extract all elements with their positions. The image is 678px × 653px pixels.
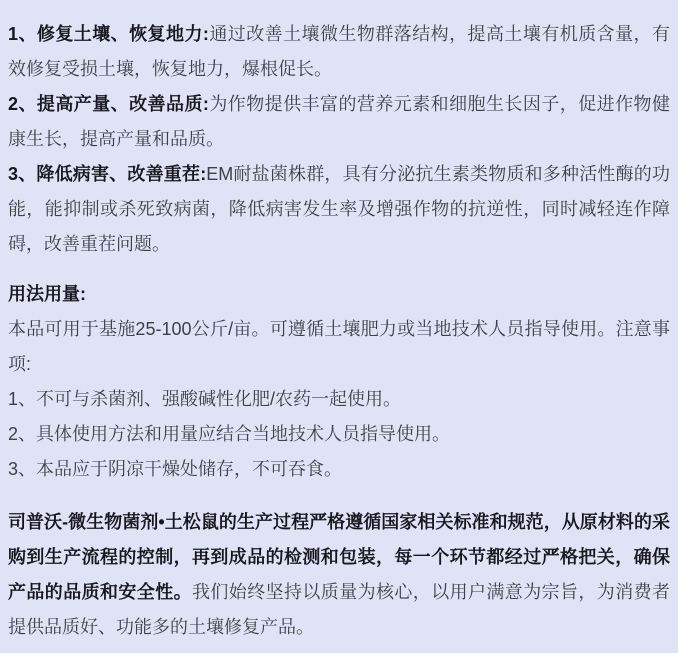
feature-text-1: 通过改善土壤微生物群落结构，提高土壤有机质含量，有效修复受损土壤，恢复地力，爆根促长。 <box>8 24 670 79</box>
feature-label-2: 2、提高产量、改善品质: <box>8 94 209 114</box>
usage-section <box>8 277 670 487</box>
usage-note-1: 1、不可与杀菌剂、强酸碱性化肥/农药一起使用。 <box>8 389 402 409</box>
feature-text-3: EM耐盐菌株群，具有分泌抗生素类物质和多种活性酶的功能，能抑制或杀死致病菌，降低病害发生率及增强作物的抗逆性，同时减轻连作障碍，改善重茬问题。 <box>8 164 670 254</box>
feature-item-1 <box>8 17 670 87</box>
feature-label-3: 3、降低病害、改善重茬: <box>8 164 207 184</box>
usage-note-3: 3、本品应于阴凉干燥处储存，不可吞食。 <box>8 459 343 479</box>
usage-intro: 本品可用于基施25-100公斤/亩。可遵循土壤肥力或当地技术人员指导使用。注意事项: <box>8 319 670 374</box>
quality-statement-regular: 我们始终坚持以质量为核心，以用户满意为宗旨，为消费者提供品质好、功能多的土壤修复产品。 <box>8 582 670 637</box>
feature-label-1: 1、修复土壤、恢复地力: <box>8 24 209 44</box>
feature-item-3 <box>8 157 670 262</box>
usage-heading: 用法用量: <box>8 284 86 304</box>
usage-note-2: 2、具体使用方法和用量应结合当地技术人员指导使用。 <box>8 424 451 444</box>
quality-statement-bold: 司普沃-微生物菌剂•土松鼠的生产过程严格遵循国家相关标准和规范，从原材料的采购到生产流程的控制，再到成品的检测和包装，每一个环节都经过严格把关，确保产品的品质和安全性。 <box>8 512 670 602</box>
quality-statement <box>8 505 670 645</box>
feature-item-2 <box>8 87 670 157</box>
features-section <box>8 17 670 262</box>
feature-text-2: 为作物提供丰富的营养元素和细胞生长因子，促进作物健康生长，提高产量和品质。 <box>8 94 670 149</box>
